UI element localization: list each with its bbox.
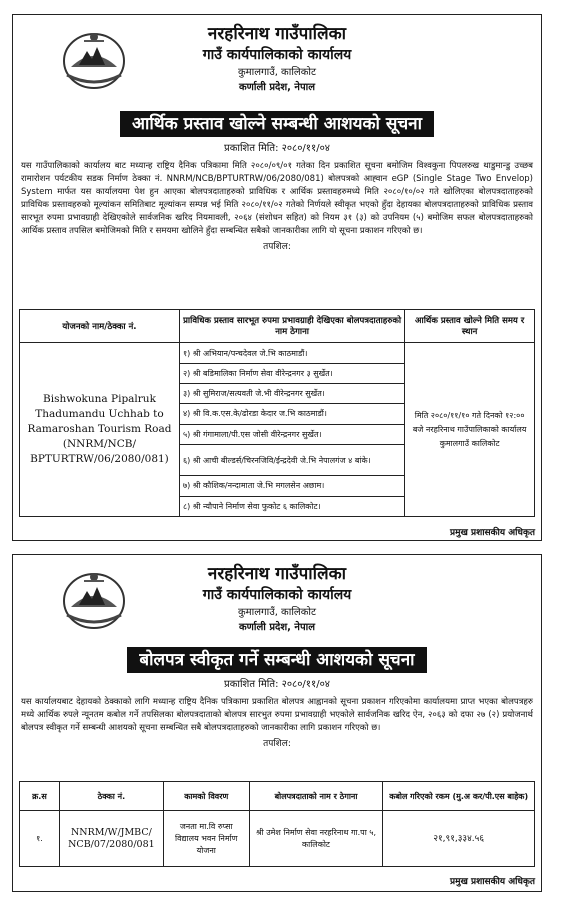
address-line-1: कुमालगाउँ, कालिकोट [237,607,317,618]
bidder-item: ५) श्री गंगामाला/पी.एस जोसी वीरेन्द्रनगर सुर्खेत। [179,424,404,444]
office-name: गाउँ कार्यपालिकाको कार्यालय [202,47,352,63]
office-name: गाउँ कार्यपालिकाको कार्यालय [202,587,352,603]
table-row [20,811,535,867]
notice-title-banner: आर्थिक प्रस्ताव खोल्ने सम्बन्धी आशयको सूचना [120,111,434,137]
column-header-contract-no: ठेक्का नं. [59,782,163,811]
notice-bid-acceptance [12,554,542,892]
org-name: नरहरिनाथ गाउँपालिका [207,24,347,44]
column-header-project: योजनको नाम/ठेक्का नं. [20,310,180,343]
published-date: प्रकाशित मिति: २०८०/११/०४ [224,143,330,154]
bidder-item: ३) श्री सुमिराज/सत्यवती जे.भी वीरेन्द्रनगर सुर्खेत। [179,384,404,404]
details-label: तपशिल: [263,739,291,749]
bidder-table [19,309,535,517]
bidder-item: ४) श्री वि.क.एस.के/ढोरडा केदार ज.भि काठमाडौं। [179,404,404,424]
published-date: प्रकाशित मिति: २०८०/११/०४ [224,679,330,690]
accepted-bid-table [19,781,535,867]
org-name: नरहरिनाथ गाउँपालिका [207,564,347,584]
sn-cell: १. [20,811,60,867]
bidder-item: ८) श्री न्यौपाने निर्माण सेवा फुकोट ६ कालिकोट। [179,496,404,516]
notice-header [13,15,541,107]
bidder-item: ७) श्री कौशिक/नन्दामाता जे.भि मगलसेन अछाम। [179,476,404,496]
notice-body: यस कार्यालयबाट देहायको ठेक्काको लागि मध्यान्ह राष्ट्रिय दैनिक पत्रिकामा प्रकाशित बोलपत्र आह्वानको सूचना प्रकाशन गरिएकोमा कार्यालयमा प्राप्त भएका बोलपत्रहरु मध्ये आर्थिक रुपले न्यूनतम कबोल गर्ने तपसिलका बोलपत्रदाताको बोलपत्र सारभुत रुपमा प्रभावग्राही भएकोले सार्वजनिक खरिद ऐन, २०६३ को दफा २७ (२) प्रयोजनार्थ बोलपत्र स्वीकृत गर्ने सम्बन्धी आशयको सूचना सम्बन्धित सबै बोलपत्रदाताहरुको जानकारीका लागि प्रकाशन गरिएको छ। [21,697,533,733]
column-header-work: कामको विवरण [163,782,249,811]
column-header-amount: कबोल गरिएको रकम (मु.अ कर/पी.एस बाहेक) [383,782,535,811]
column-header-bidders: प्राविधिक प्रस्ताव सारभूत रुपमा प्रभावग्राही देखिएका बोलपत्रदाताहरुको नाम ठेगाना [179,310,404,343]
bidder-item: ६) श्री आची बील्डर्स/चिरनजिवि/ईन्द्रदेवी जे.भि नेपालगंज ४ बांके। [179,444,404,475]
table-header-row [20,782,535,811]
nepal-emblem-icon [59,565,129,635]
table-row [20,343,535,363]
amount-cell: २१,९१,३३४.५६ [383,811,535,867]
bidder-item: १) श्री अभियान/पन्चदेवल जे.भि काठमाडौं। [179,343,404,363]
column-header-bidder: बोलपत्रदाताको नाम र ठेगाना [249,782,383,811]
details-label: तपशिल: [263,242,291,252]
address-line-1: कुमालगाउँ, कालिकोट [237,67,317,78]
table-header-row [20,310,535,343]
project-name-cell: Bishwokuna Pipalruk Thadumandu Uchhab to Ramaroshan Tourism Road (NNRM/NCB/ BPTURTRW/06/2080/081) [20,343,180,517]
work-cell: जनता मा.वि रुप्सा विद्यालय भवन निर्माण योजना [163,811,249,867]
notice-header [13,555,541,643]
nepal-emblem-icon [59,25,129,95]
address-line-2: कर्णाली प्रदेश, नेपाल [238,82,316,93]
address-line-2: कर्णाली प्रदेश, नेपाल [238,622,316,633]
bidder-item: २) श्री बडिमालिका निर्माण सेवा वीरेन्द्रनगर ३ सुर्खेत। [179,363,404,383]
signature-title: प्रमुख प्रशासकीय अधिकृत [449,528,535,538]
column-header-sn: क्र.स [20,782,60,811]
contract-no-cell: NNRM/W/JMBC/ NCB/07/2080/081 [59,811,163,867]
notice-financial-proposal-opening [12,14,542,541]
notice-title-banner: बोलपत्र स्वीकृत गर्ने सम्बन्धी आशयको सूचना [127,647,426,673]
column-header-schedule: आर्थिक प्रस्ताव खोल्ने मिति समय र स्थान [405,310,535,343]
notice-body: यस गाउँपालिकाको कार्यालय बाट मध्यान्ह राष्ट्रिय दैनिक पत्रिकामा मिति २०८०/०९/०१ गतेका दिन प्रकाशित सूचना बमोजिम विश्वकुना पिपलरुख थाडुमान्डु उच्छब रामारोशन पर्यटकीय सडक निर्माण ठेक्का नं. NNRM/NCB/BPTURTRW/06/2080/081) बोलपत्रको आह्‍वान eGP (Single Stage Two Envelop) System मार्फत यस कार्यालयमा पेश हुन आएका बोलपत्रदाताहरुको प्राविधिक र आर्थिक प्रस्तावहरुमध्ये मिति २०८०/१०/०२ गते खोलिएका बोलपत्रदाताहरुको प्राविधिक प्रस्तावहरुको मूल्यांकन समितिबाट मूल्यांकन सम्पन्न भई मिति २०८०/११/०२ गतेको निर्णयले स्वीकृत भएको हुँदा देहायका बोलपत्रदाताहरुको प्राविधिक प्रस्ताव सारभूत रुपमा प्रभावग्राही देखिएकोले सार्वजनिक खरिद नियमावली, २०६४ (संशोधन सहित) को नियम ३१ (३) को उपनियम (५) बमोजिम सफल बोलपत्रदाताहरुको आर्थिक प्रस्ताव तपसिल बमोजिमको मिति र समयमा खोलिने हुँदा सम्बन्धित सबैको जानकारीका लागि यो सूचना प्रकाशन गरिएको छ। [21,161,533,236]
bidder-cell: श्री उमेश निर्माण सेवा नरहरिनाथ गा.पा ५, कालिकोट [249,811,383,867]
signature-title: प्रमुख प्रशासकीय अधिकृत [449,877,535,887]
schedule-cell: मिति २०८०/११/१० गते दिनको १२:०० बजे नरहरिनाथ गाउँपालिकाको कार्यालय कुमालगाउँ कालिकोट [405,343,535,517]
